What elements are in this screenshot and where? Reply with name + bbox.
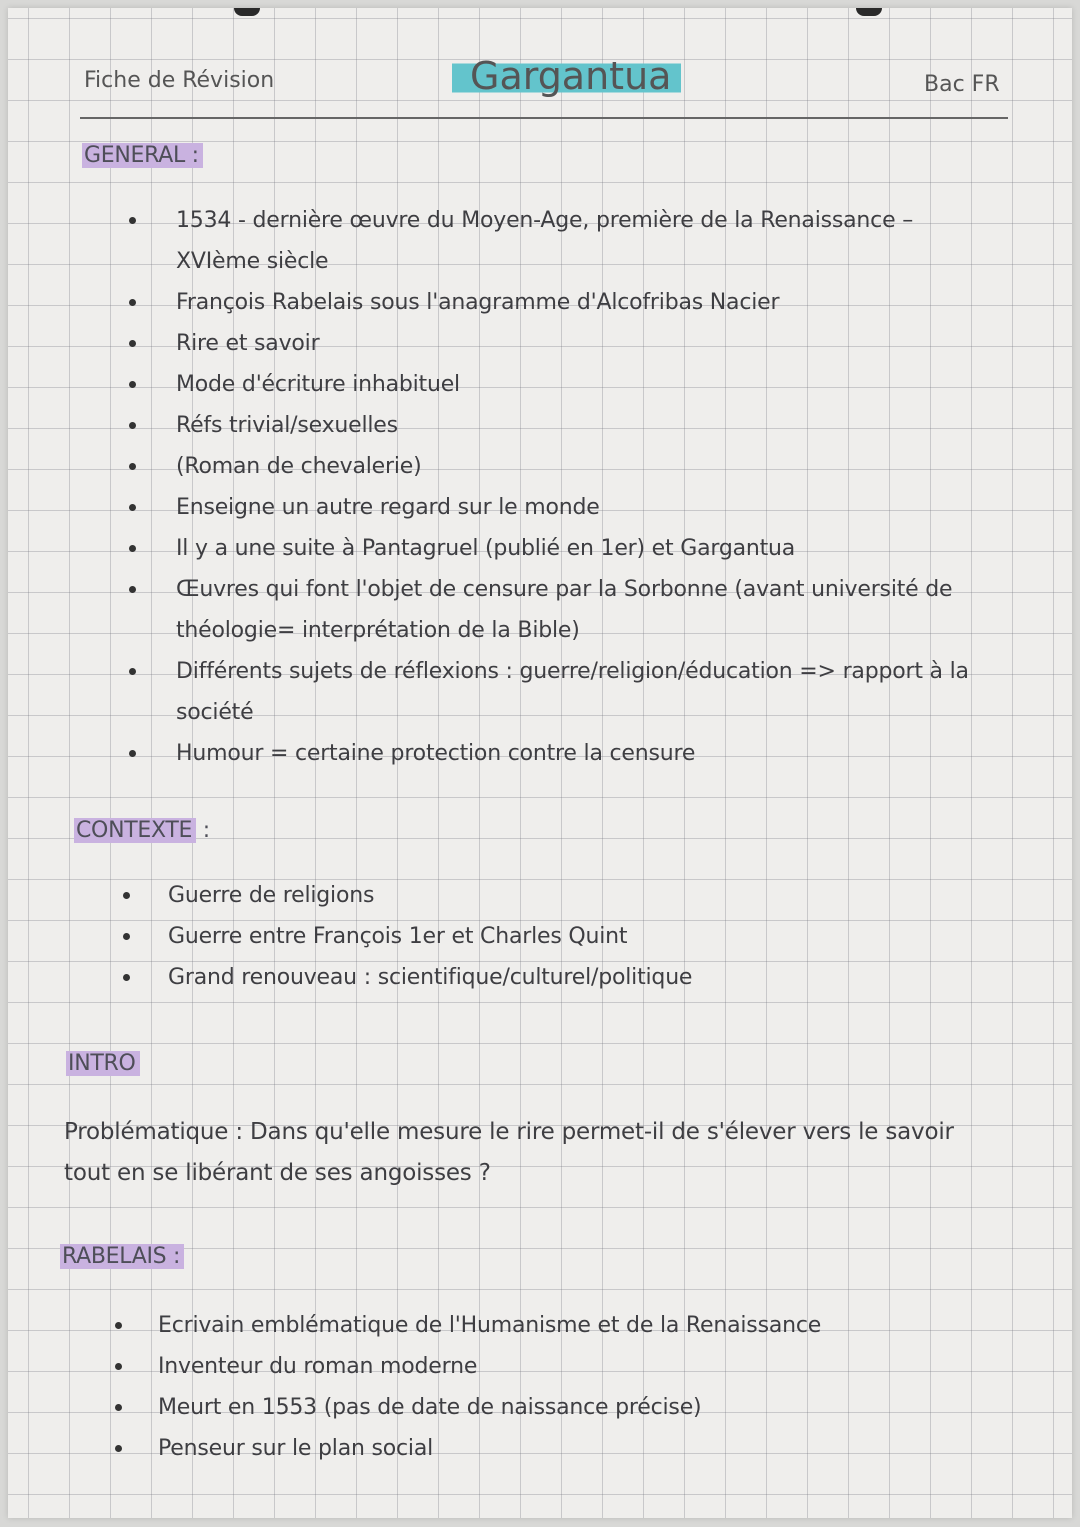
section-heading-text: GENERAL : [82,143,203,168]
bullet-icon [115,1322,122,1329]
header-label: Fiche de Révision [84,68,275,93]
list-item: Réfs trivial/sexuelles [176,405,1006,446]
list-item: Ecrivain emblématique de l'Humanisme et de la Renaissance [158,1305,998,1346]
section-heading-text: RABELAIS : [60,1244,184,1269]
list-item: (Roman de chevalerie) [176,446,1006,487]
list-item: Meurt en 1553 (pas de date de naissance précise) [158,1387,998,1428]
bullet-icon [129,340,136,347]
bullet-icon [129,299,136,306]
page-title: Gargantua [452,54,681,98]
bullet-icon [123,892,130,899]
list-item: Penseur sur le plan social [158,1428,998,1469]
list-item: Différents sujets de réflexions : guerre/religion/éducation => rapport à la société [176,651,1006,733]
bullet-icon [129,381,136,388]
list-item: Enseigne un autre regard sur le monde [176,487,1006,528]
section-heading-text: CONTEXTE [74,818,196,843]
bullet-icon [129,504,136,511]
bullet-icon [129,422,136,429]
bullet-icon [129,668,136,675]
bullet-icon [129,463,136,470]
list-item: Grand renouveau : scientifique/culturel/politique [168,957,988,998]
list-item: François Rabelais sous l'anagramme d'Alcofribas Nacier [176,282,1006,323]
bullet-icon [129,750,136,757]
list-item: Inventeur du roman moderne [158,1346,998,1387]
section-heading-contexte [74,818,210,843]
list-item: Rire et savoir [176,323,1006,364]
contexte-list [168,875,988,998]
list-item: Guerre entre François 1er et Charles Quint [168,916,988,957]
section-heading-suffix: : [196,818,210,843]
header-divider [80,117,1008,119]
list-item: Humour = certaine protection contre la censure [176,733,1006,774]
section-heading-intro [66,1051,140,1076]
section-heading-text: INTRO [66,1051,140,1076]
section-heading-general [82,143,203,168]
header-subject: Bac FR [924,72,1000,97]
bullet-icon [129,586,136,593]
bullet-icon [123,933,130,940]
bullet-icon [129,545,136,552]
list-item: Mode d'écriture inhabituel [176,364,1006,405]
section-heading-rabelais [60,1244,184,1269]
list-item: Guerre de religions [168,875,988,916]
bullet-icon [115,1404,122,1411]
bullet-icon [115,1363,122,1370]
bullet-icon [115,1445,122,1452]
bullet-icon [123,974,130,981]
list-item: 1534 - dernière œuvre du Moyen-Age, première de la Renaissance – XVIème siècle [176,200,1006,282]
bullet-icon [129,217,136,224]
list-item: Œuvres qui font l'objet de censure par la Sorbonne (avant université de théologie= interprétation de la Bible) [176,569,1006,651]
list-item: Il y a une suite à Pantagruel (publié en 1er) et Gargantua [176,528,1006,569]
binder-clip [234,8,260,16]
binder-clip [856,8,882,16]
rabelais-list [158,1305,998,1469]
general-list [176,200,1006,774]
problematique-text: Problématique : Dans qu'elle mesure le rire permet-il de s'élever vers le savoir tout en se libérant de ses angoisses ? [64,1119,954,1186]
